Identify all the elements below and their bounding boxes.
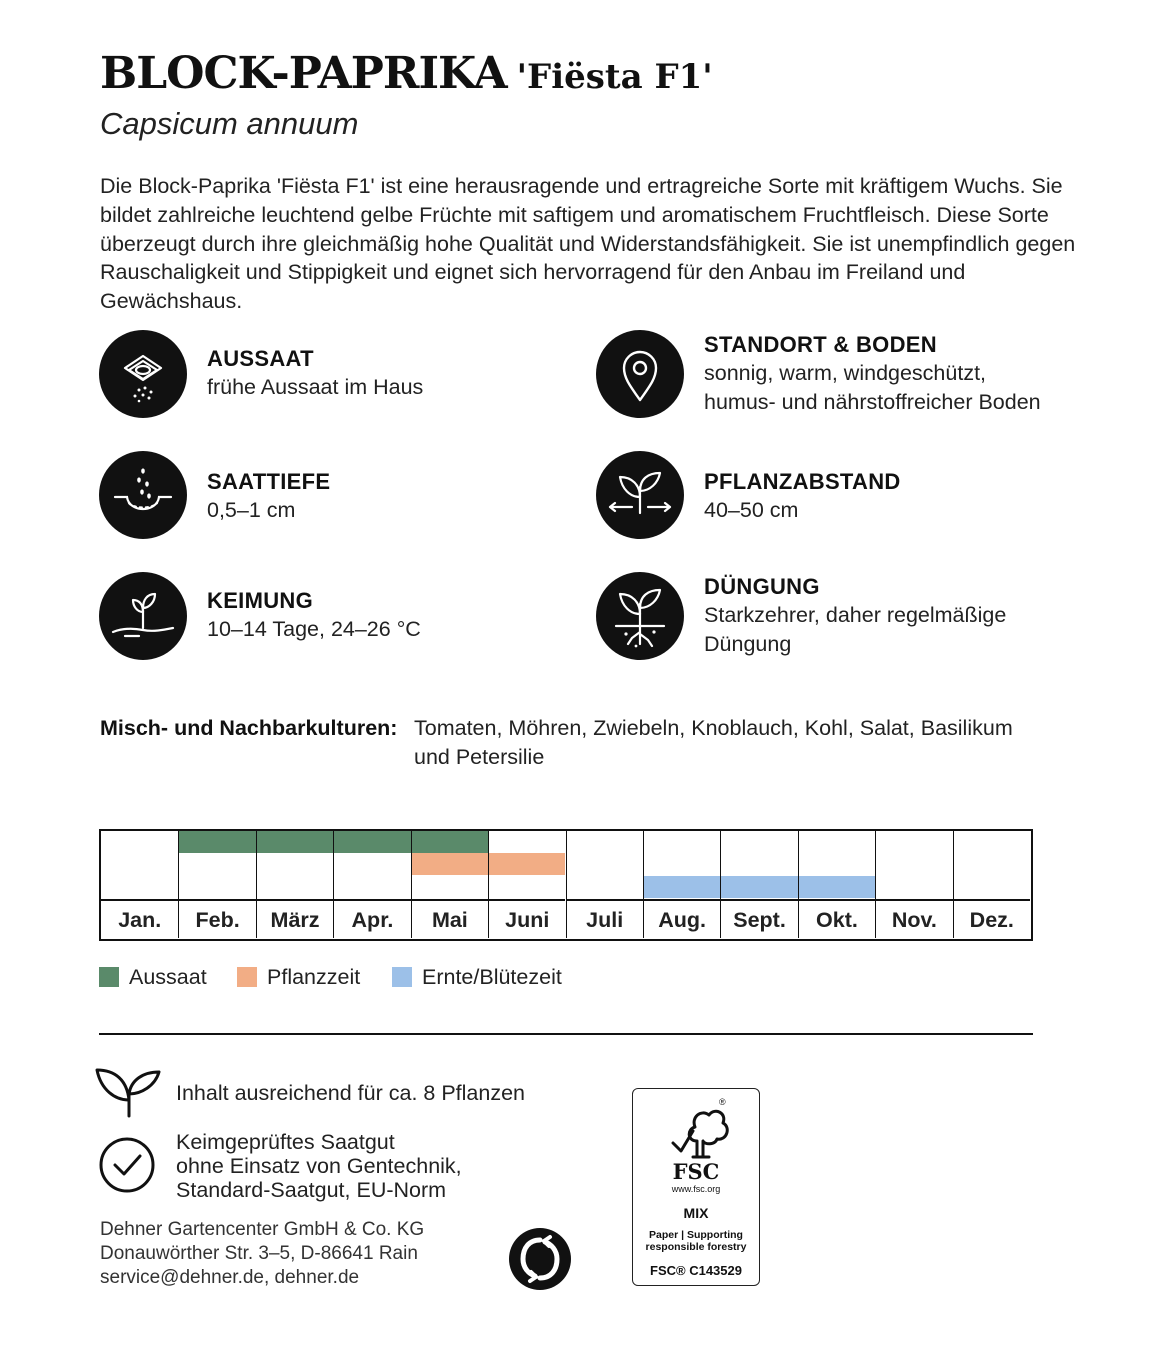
info-value: 10–14 Tage, 24–26 °C bbox=[207, 617, 421, 641]
aussaat-bar bbox=[412, 831, 488, 853]
pflanzzeit-bar bbox=[489, 853, 565, 875]
leaves-icon bbox=[93, 1064, 165, 1120]
legend-swatch bbox=[392, 967, 412, 987]
calendar-month bbox=[953, 831, 1030, 938]
sowing-depth-icon bbox=[99, 451, 187, 539]
month-label: Juni bbox=[489, 899, 565, 938]
location-pin-icon bbox=[596, 330, 684, 418]
calendar-month bbox=[798, 831, 875, 938]
fertilizer-roots-icon bbox=[596, 572, 684, 660]
month-label: Aug. bbox=[644, 899, 720, 938]
info-title: KEIMUNG bbox=[207, 588, 313, 613]
info-title: DÜNGUNG bbox=[704, 574, 820, 599]
month-label: Nov. bbox=[876, 899, 952, 938]
ernte-bar bbox=[721, 876, 797, 898]
info-value: sonnig, warm, windgeschützt, humus- und nährstoffreicher Boden bbox=[704, 361, 1041, 414]
calendar-month bbox=[488, 831, 565, 938]
month-label: Dez. bbox=[954, 899, 1030, 938]
month-label: Mai bbox=[412, 899, 488, 938]
month-label: Feb. bbox=[179, 899, 255, 938]
month-label: Sept. bbox=[721, 899, 797, 938]
calendar-month bbox=[256, 831, 333, 938]
info-value: frühe Aussaat im Haus bbox=[207, 375, 424, 399]
aussaat-bar bbox=[179, 831, 255, 853]
calendar-month bbox=[178, 831, 255, 938]
info-value: 0,5–1 cm bbox=[207, 498, 296, 522]
month-label: Juli bbox=[567, 899, 643, 938]
fsc-mix: MIX bbox=[683, 1205, 709, 1221]
quality-info: Keimgeprüftes Saatgut ohne Einsatz von Gentechnik, Standard-Saatgut, EU-Norm bbox=[176, 1130, 462, 1202]
calendar-month bbox=[643, 831, 720, 938]
aussaat-bar bbox=[334, 831, 410, 853]
calendar-month bbox=[333, 831, 410, 938]
legend-label: Aussaat bbox=[129, 965, 207, 989]
neighbor-value: Tomaten, Möhren, Zwiebeln, Knoblauch, Kohl, Salat, Basilikum und Petersilie bbox=[414, 716, 1013, 769]
content-info: Inhalt ausreichend für ca. 8 Pflanzen bbox=[176, 1081, 525, 1105]
info-title: SAATTIEFE bbox=[207, 469, 331, 494]
info-title: STANDORT & BODEN bbox=[704, 332, 937, 357]
calendar-month bbox=[411, 831, 488, 938]
title-variety: 'Fiësta F1' bbox=[516, 57, 713, 97]
sprout-icon bbox=[99, 572, 187, 660]
calendar-month bbox=[720, 831, 797, 938]
check-circle-icon bbox=[98, 1136, 156, 1194]
legend-label: Ernte/Blütezeit bbox=[422, 965, 562, 989]
recycling-green-dot-icon bbox=[509, 1228, 571, 1290]
sowing-calendar bbox=[99, 829, 1033, 941]
title-main: BLOCK-PAPRIKA bbox=[100, 48, 507, 99]
calendar-month bbox=[566, 831, 643, 938]
month-label: Okt. bbox=[799, 899, 875, 938]
calendar-month bbox=[101, 831, 178, 938]
info-value: Starkzehrer, daher regelmäßige Düngung bbox=[704, 603, 1007, 656]
neighbor-label: Misch- und Nachbarkulturen: bbox=[100, 716, 398, 740]
ernte-bar bbox=[644, 876, 720, 898]
fsc-label bbox=[632, 1088, 760, 1286]
month-label: Jan. bbox=[101, 899, 178, 938]
calendar-month bbox=[875, 831, 952, 938]
description: Die Block-Paprika 'Fiësta F1' ist eine herausragende und ertragreiche Sorte mit kräftigem Wuchs. Sie bildet zahlreiche leuchtend gelbe Früchte mit saftigem und aromatischem Fruchtfleisch. Diese Sorte überzeugt durch ihre gleichmäßig hohe Qualität und Widerstandsfähigkeit. Sie ist unempfindlich gegen Rauschaligkeit und Stippigkeit und eignet sich hervorragend für den Anbau im Freiland und Gewächshaus. bbox=[100, 174, 1076, 314]
seed-packet-icon bbox=[99, 330, 187, 418]
fsc-registered: ® bbox=[719, 1097, 726, 1107]
divider bbox=[99, 1033, 1033, 1035]
fsc-logo-text: FSC bbox=[672, 1159, 720, 1184]
fsc-license-code: FSC® C143529 bbox=[650, 1263, 742, 1278]
legend-swatch bbox=[99, 967, 119, 987]
info-value: 40–50 cm bbox=[704, 498, 799, 522]
company-address: Dehner Gartencenter GmbH & Co. KG Donauwörther Str. 3–5, D-86641 Rain service@dehner.de, dehner.de bbox=[100, 1219, 425, 1288]
month-label: Apr. bbox=[334, 899, 410, 938]
fsc-tree-icon bbox=[653, 1097, 741, 1167]
aussaat-bar bbox=[257, 831, 333, 853]
plant-spacing-icon bbox=[596, 451, 684, 539]
product-title bbox=[100, 48, 713, 99]
fsc-description: Paper | Supporting responsible forestry bbox=[645, 1229, 747, 1253]
info-title: AUSSAAT bbox=[207, 346, 314, 371]
fsc-url: www.fsc.org bbox=[671, 1184, 721, 1194]
pflanzzeit-bar bbox=[412, 853, 488, 875]
legend-swatch bbox=[237, 967, 257, 987]
legend-label: Pflanzzeit bbox=[267, 965, 361, 989]
info-title: PFLANZABSTAND bbox=[704, 469, 901, 494]
month-label: März bbox=[257, 899, 333, 938]
ernte-bar bbox=[799, 876, 875, 898]
latin-name: Capsicum annuum bbox=[100, 106, 359, 141]
